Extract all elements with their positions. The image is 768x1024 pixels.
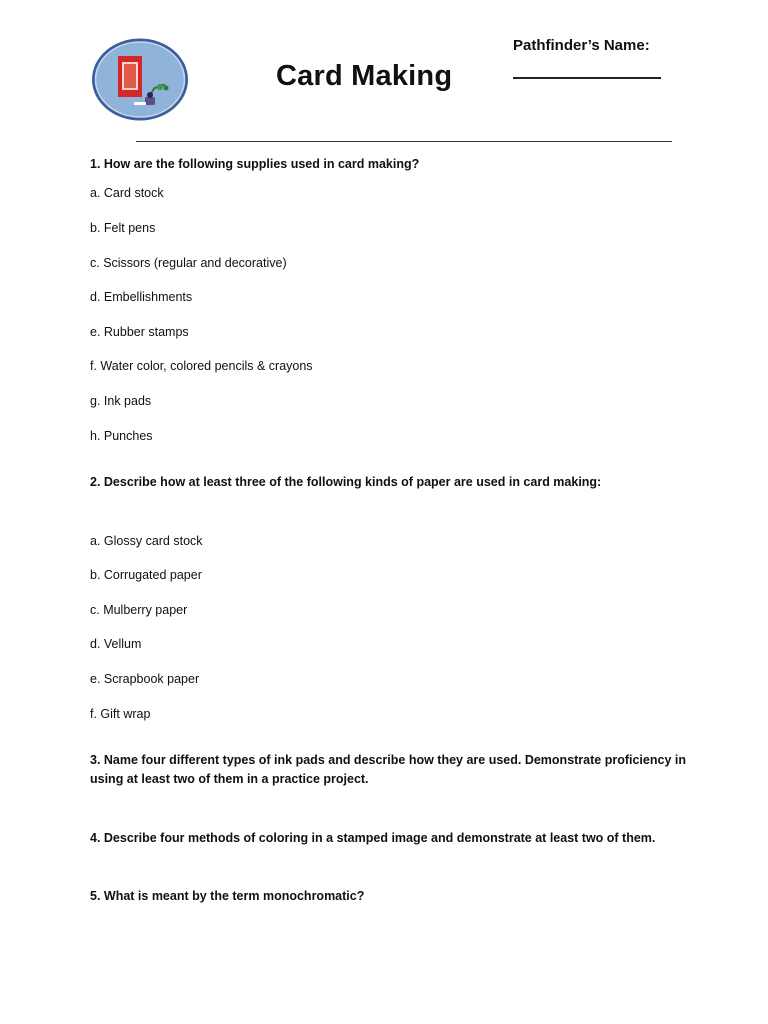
- question-3-line-2: using at least two of them in a practice project.: [90, 772, 369, 786]
- question-2: 2. Describe how at least three of the following kinds of paper are used in card making:: [90, 475, 602, 489]
- q1-item-d: d. Embellishments: [90, 290, 193, 304]
- q2-item-a: a. Glossy card stock: [90, 534, 203, 548]
- question-5: 5. What is meant by the term monochromatic?: [90, 889, 365, 903]
- question-4: 4. Describe four methods of coloring in a stamped image and demonstrate at least two of them.: [90, 831, 656, 845]
- question-3-line-1: 3. Name four different types of ink pads and describe how they are used. Demonstrate proficiency in: [90, 753, 686, 767]
- q1-item-h: h. Punches: [90, 429, 153, 443]
- q2-item-e: e. Scrapbook paper: [90, 672, 200, 686]
- q1-item-a: a. Card stock: [90, 186, 164, 200]
- q2-item-d: d. Vellum: [90, 637, 142, 651]
- page-title: Card Making: [276, 60, 453, 92]
- q1-item-e: e. Rubber stamps: [90, 325, 189, 339]
- q2-item-c: c. Mulberry paper: [90, 603, 188, 617]
- header-divider: [136, 141, 672, 142]
- q1-item-g: g. Ink pads: [90, 394, 152, 408]
- q1-item-b: b. Felt pens: [90, 221, 156, 235]
- q2-item-b: b. Corrugated paper: [90, 568, 202, 582]
- question-1: 1. How are the following supplies used in card making?: [90, 157, 420, 171]
- name-blank-line: [513, 77, 661, 79]
- card-making-badge-icon: [90, 37, 190, 122]
- q1-item-c: c. Scissors (regular and decorative): [90, 256, 287, 270]
- pathfinder-name-label: Pathfinder’s Name:: [513, 37, 650, 54]
- q1-item-f: f. Water color, colored pencils & crayons: [90, 359, 313, 373]
- q2-item-f: f. Gift wrap: [90, 707, 151, 721]
